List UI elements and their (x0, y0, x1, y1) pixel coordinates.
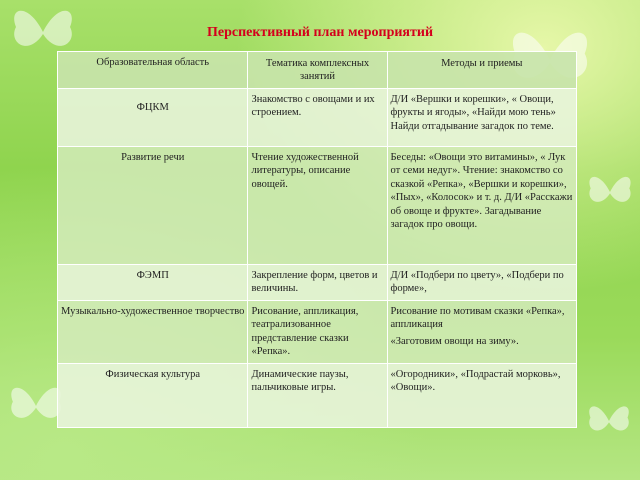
cell-methods: Д/И «Вершки и корешки», « Овощи, фрукты и ягоды», «Найди мою тень» Найди отгадывание загадок по теме. (387, 88, 576, 146)
cell-methods-extra: «Заготовим овощи на зиму». (390, 335, 519, 347)
table-row (58, 264, 577, 300)
cell-methods: «Огородники», «Подрастай морковь», «Овощи». (387, 363, 576, 427)
cell-area: Музыкально-художественное творчество (58, 300, 248, 363)
table-row (58, 146, 577, 264)
header-theme: Тематика комплексных занятий (248, 52, 387, 89)
table-row (58, 88, 577, 146)
cell-theme: Закрепление форм, цветов и величины. (248, 264, 387, 300)
butterfly-icon (585, 400, 633, 442)
cell-area: ФЦКМ (58, 88, 248, 146)
cell-methods: Д/И «Подбери по цвету», «Подбери по форме», (387, 264, 576, 300)
plan-table (57, 51, 577, 428)
cell-theme: Рисование, аппликация, театрализованное представление сказки «Репка». (248, 300, 387, 363)
header-methods: Методы и приемы (387, 52, 576, 89)
cell-area: Физическая культура (58, 363, 248, 427)
table-header-row (58, 52, 577, 89)
table-row (58, 363, 577, 427)
cell-methods: Беседы: «Овощи это витамины», « Лук от семи недуг». Чтение: знакомство со сказкой «Репка», «Вершки и корешки», «Пых», «Колосок» и т. д. Д/И «Расскажи об овоще и фрукте». Загадывание загадок про овощи. (387, 146, 576, 264)
table-row (58, 300, 577, 363)
butterfly-icon (585, 170, 635, 214)
header-area: Образовательная область (58, 52, 248, 89)
cell-area: ФЭМП (58, 264, 248, 300)
page-title: Перспективный план мероприятий (206, 25, 434, 40)
cell-methods-text: Рисование по мотивам сказки «Репка», аппликация (390, 305, 565, 331)
cell-theme: Знакомство с овощами и их строением. (248, 88, 387, 146)
cell-methods (387, 300, 576, 363)
cell-theme: Динамические паузы, пальчиковые игры. (248, 363, 387, 427)
cell-area: Развитие речи (58, 146, 248, 264)
cell-theme: Чтение художественной литературы, описание овощей. (248, 146, 387, 264)
